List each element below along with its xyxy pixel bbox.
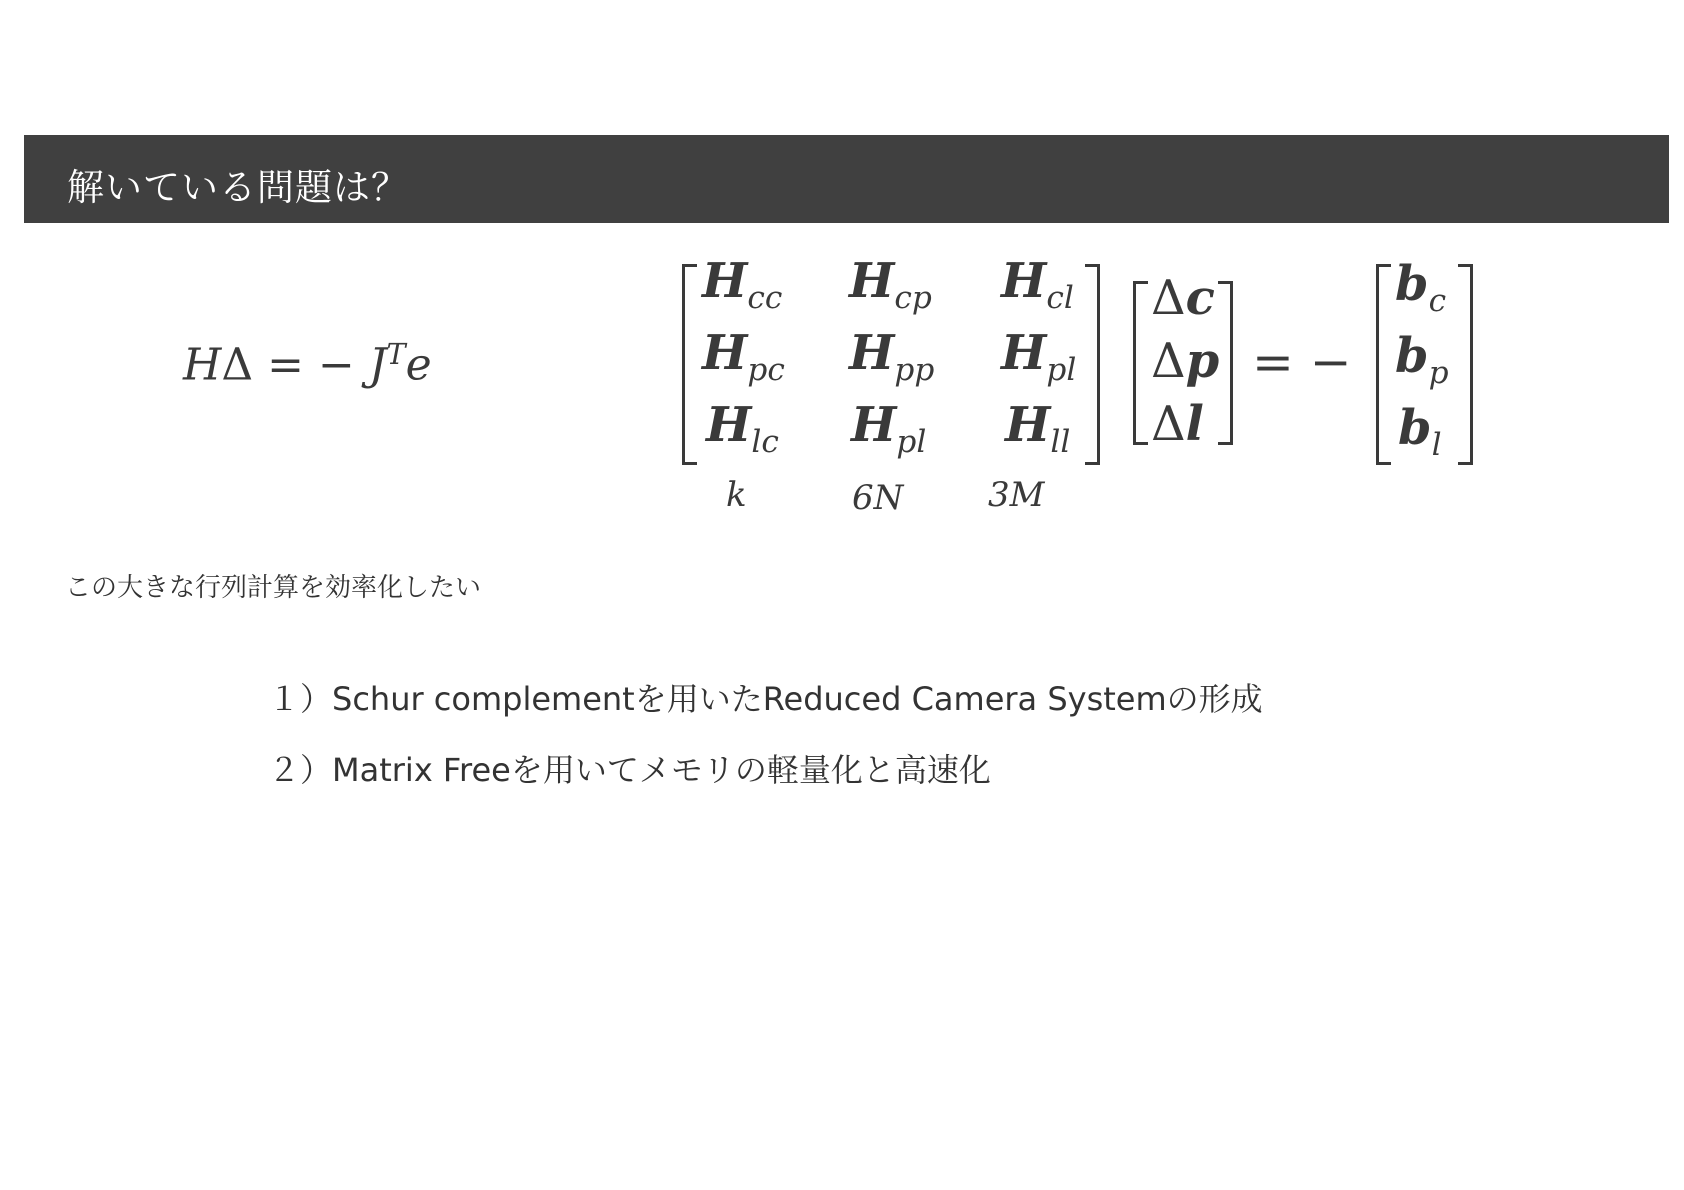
- vector-entry: Δl: [1151, 396, 1204, 452]
- vector-entry: $b_c$: [1395, 256, 1447, 319]
- matrix-cell: $H_{cl}$: [1001, 253, 1074, 316]
- vector-entry: Δc: [1151, 270, 1215, 326]
- eq-delta: Δ: [221, 339, 254, 391]
- matrix-cell: $H_{cc}$: [702, 253, 783, 316]
- equation-left: [183, 337, 432, 391]
- matrix-cell: $H_{pl}$: [1001, 325, 1077, 388]
- matrix-cell: $H_{pp}$: [849, 325, 935, 388]
- page-title: 解いている問題は？: [67, 166, 409, 209]
- matrix-left-bracket: [682, 264, 697, 465]
- eq-t: T: [386, 337, 406, 371]
- matrix-cell: $H_{ll}$: [1005, 397, 1071, 460]
- eq-equals: =: [267, 339, 305, 391]
- eq-h: H: [183, 339, 222, 391]
- matrix-right-bracket: [1085, 264, 1100, 465]
- vector-entry: Δp: [1151, 333, 1220, 389]
- vector-delta-left-bracket: [1133, 281, 1148, 445]
- dim-label: 3M: [988, 475, 1045, 515]
- eq-minus: −: [318, 339, 355, 391]
- note-text: この大きな行列計算を効率化したい: [65, 573, 482, 603]
- equals-minus: = −: [1252, 333, 1352, 391]
- matrix-cell: $H_{pc}$: [702, 325, 785, 388]
- eq-e: e: [405, 339, 432, 391]
- list-item: ２）Matrix Freeを用いてメモリの軽量化と高速化: [268, 751, 991, 789]
- vector-b-right-bracket: [1458, 264, 1473, 465]
- matrix-cell: $H_{cp}$: [849, 253, 932, 316]
- vector-entry: $b_l$: [1398, 400, 1442, 463]
- title-bar: [24, 135, 1669, 223]
- matrix-cell: $H_{lc}$: [706, 397, 779, 460]
- vector-delta-right-bracket: [1218, 281, 1233, 445]
- matrix-cell: $H_{pl}$: [851, 397, 927, 460]
- vector-entry: $b_p$: [1395, 328, 1449, 391]
- dim-label: k: [726, 475, 747, 515]
- vector-b-left-bracket: [1376, 264, 1391, 465]
- list-item: １）Schur complementを用いたReduced Camera Systemの形成: [268, 680, 1263, 718]
- dim-label: 6N: [852, 478, 904, 518]
- eq-j: J: [368, 339, 387, 391]
